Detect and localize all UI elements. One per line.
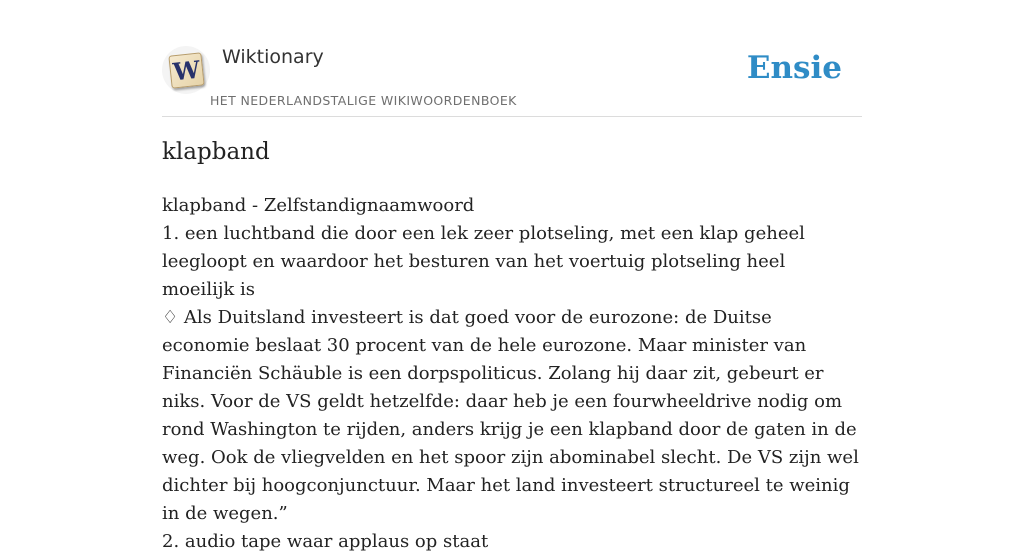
site-name[interactable]: Wiktionary <box>222 46 324 68</box>
example-quote: ♢ Als Duitsland investeert is dat goed voor de eurozone: de Duitse economie beslaat 30 procent van de hele eurozone. Maar minister van Financiën Schäuble is een dorpspoliticus. Zolang hij daar zit, gebeurt er niks. Voor de VS geldt hetzelfde: daar heb je een fourwheeldrive nodig om rond Washington te rijden, anders krijg je een klapband door de gaten in de weg. Ook de vliegvelden en het spoor zijn abominabel slecht. De VS zijn wel dichter bij hoogconjunctuur. Maar het land investeert structureel te weinig in de wegen.” <box>162 307 859 524</box>
logo-tile: W <box>168 52 204 88</box>
entry-heading-line: klapband - Zelfstandignaamwoord <box>162 195 475 216</box>
ensie-brand-logo[interactable]: Ensie <box>746 50 842 86</box>
page-title: klapband <box>162 139 270 165</box>
wiktionary-logo-icon[interactable] <box>162 46 210 94</box>
site-header <box>162 0 862 117</box>
definition-2: 2. audio tape waar applaus op staat <box>162 531 489 552</box>
entry-content <box>162 192 862 556</box>
definition-1: 1. een luchtband die door een lek zeer plotseling, met een klap geheel leegloopt en waardoor het besturen van het voertuig plotseling heel moeilijk is <box>162 223 805 300</box>
site-tagline: HET NEDERLANDSTALIGE WIKIWOORDENBOEK <box>210 93 517 108</box>
